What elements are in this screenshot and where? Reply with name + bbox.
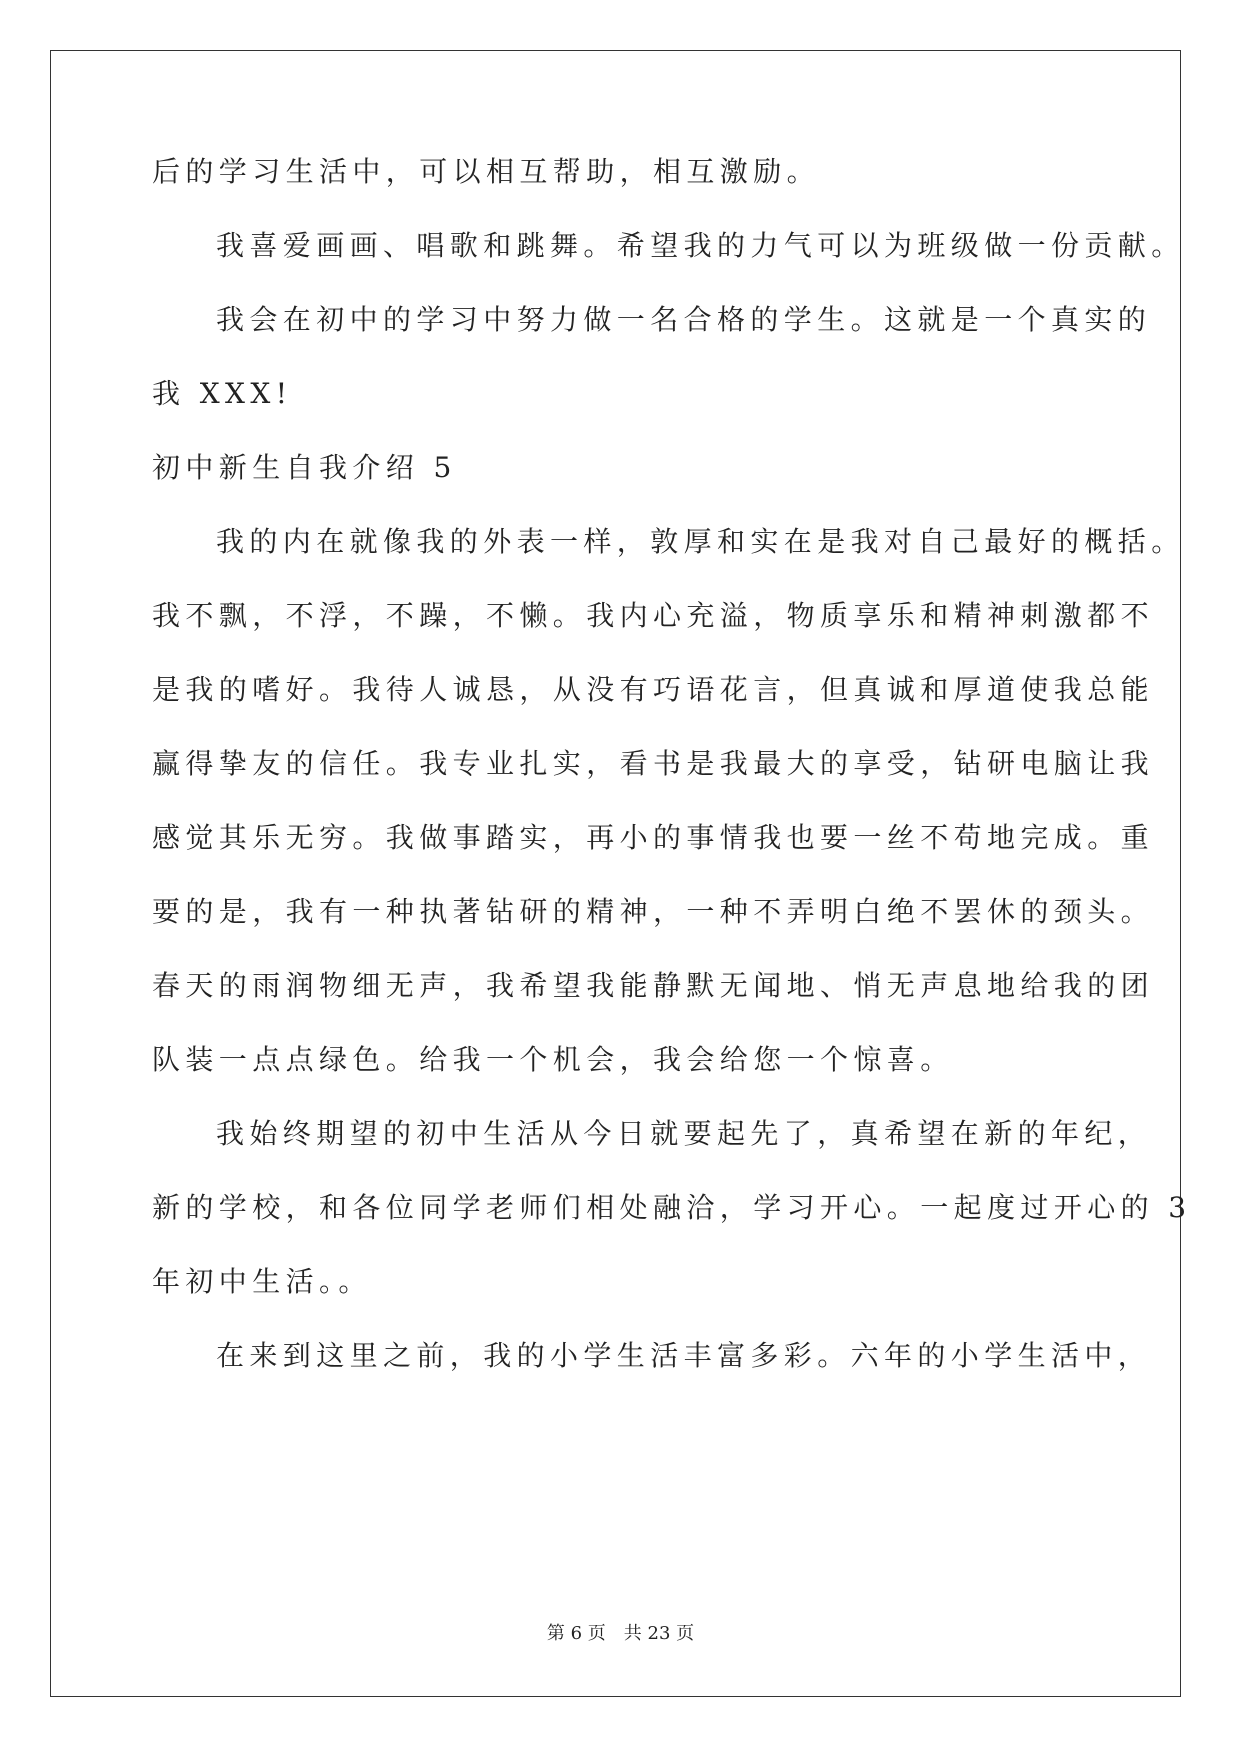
paragraph-line: 是我的嗜好。我待人诚恳，从没有巧语花言，但真诚和厚道使我总能 xyxy=(152,673,1155,706)
paragraph-line: 春天的雨润物细无声，我希望我能静默无闻地、悄无声息地给我的团 xyxy=(152,969,1155,1002)
paragraph-line: 新的学校，和各位同学老师们相处融洽，学习开心。一起度过开心的 3 xyxy=(152,1191,1192,1224)
paragraph-line: 我会在初中的学习中努力做一名合格的学生。这就是一个真实的 xyxy=(216,303,1152,336)
page-border xyxy=(50,50,1181,1697)
page-total: 共 23 页 xyxy=(623,1623,695,1644)
paragraph-line: 感觉其乐无穷。我做事踏实，再小的事情我也要一丝不苟地完成。重 xyxy=(152,821,1155,854)
paragraph-line: 后的学习生活中，可以相互帮助，相互激励。 xyxy=(152,155,821,188)
paragraph-line: 在来到这里之前，我的小学生活丰富多彩。六年的小学生活中， xyxy=(216,1339,1152,1372)
page-footer xyxy=(0,1622,1241,1646)
paragraph-line: 我 XXX! xyxy=(152,377,293,410)
paragraph-line: 我喜爱画画、唱歌和跳舞。希望我的力气可以为班级做一份贡献。 xyxy=(216,229,1185,262)
paragraph-line: 我的内在就像我的外表一样，敦厚和实在是我对自己最好的概括。 xyxy=(216,525,1185,558)
paragraph-line: 我始终期望的初中生活从今日就要起先了，真希望在新的年纪， xyxy=(216,1117,1152,1150)
paragraph-line: 要的是，我有一种执著钻研的精神，一种不弄明白绝不罢休的颈头。 xyxy=(152,895,1155,928)
paragraph-line: 队装一点点绿色。给我一个机会，我会给您一个惊喜。 xyxy=(152,1043,954,1076)
paragraph-line: 年初中生活。。 xyxy=(152,1265,372,1298)
page-number: 第 6 页 xyxy=(546,1623,606,1644)
paragraph-line: 赢得挚友的信任。我专业扎实，看书是我最大的享受，钻研电脑让我 xyxy=(152,747,1155,780)
section-heading: 初中新生自我介绍 5 xyxy=(152,451,457,484)
paragraph-line: 我不飘，不浮，不躁，不懒。我内心充溢，物质享乐和精神刺激都不 xyxy=(152,599,1155,632)
